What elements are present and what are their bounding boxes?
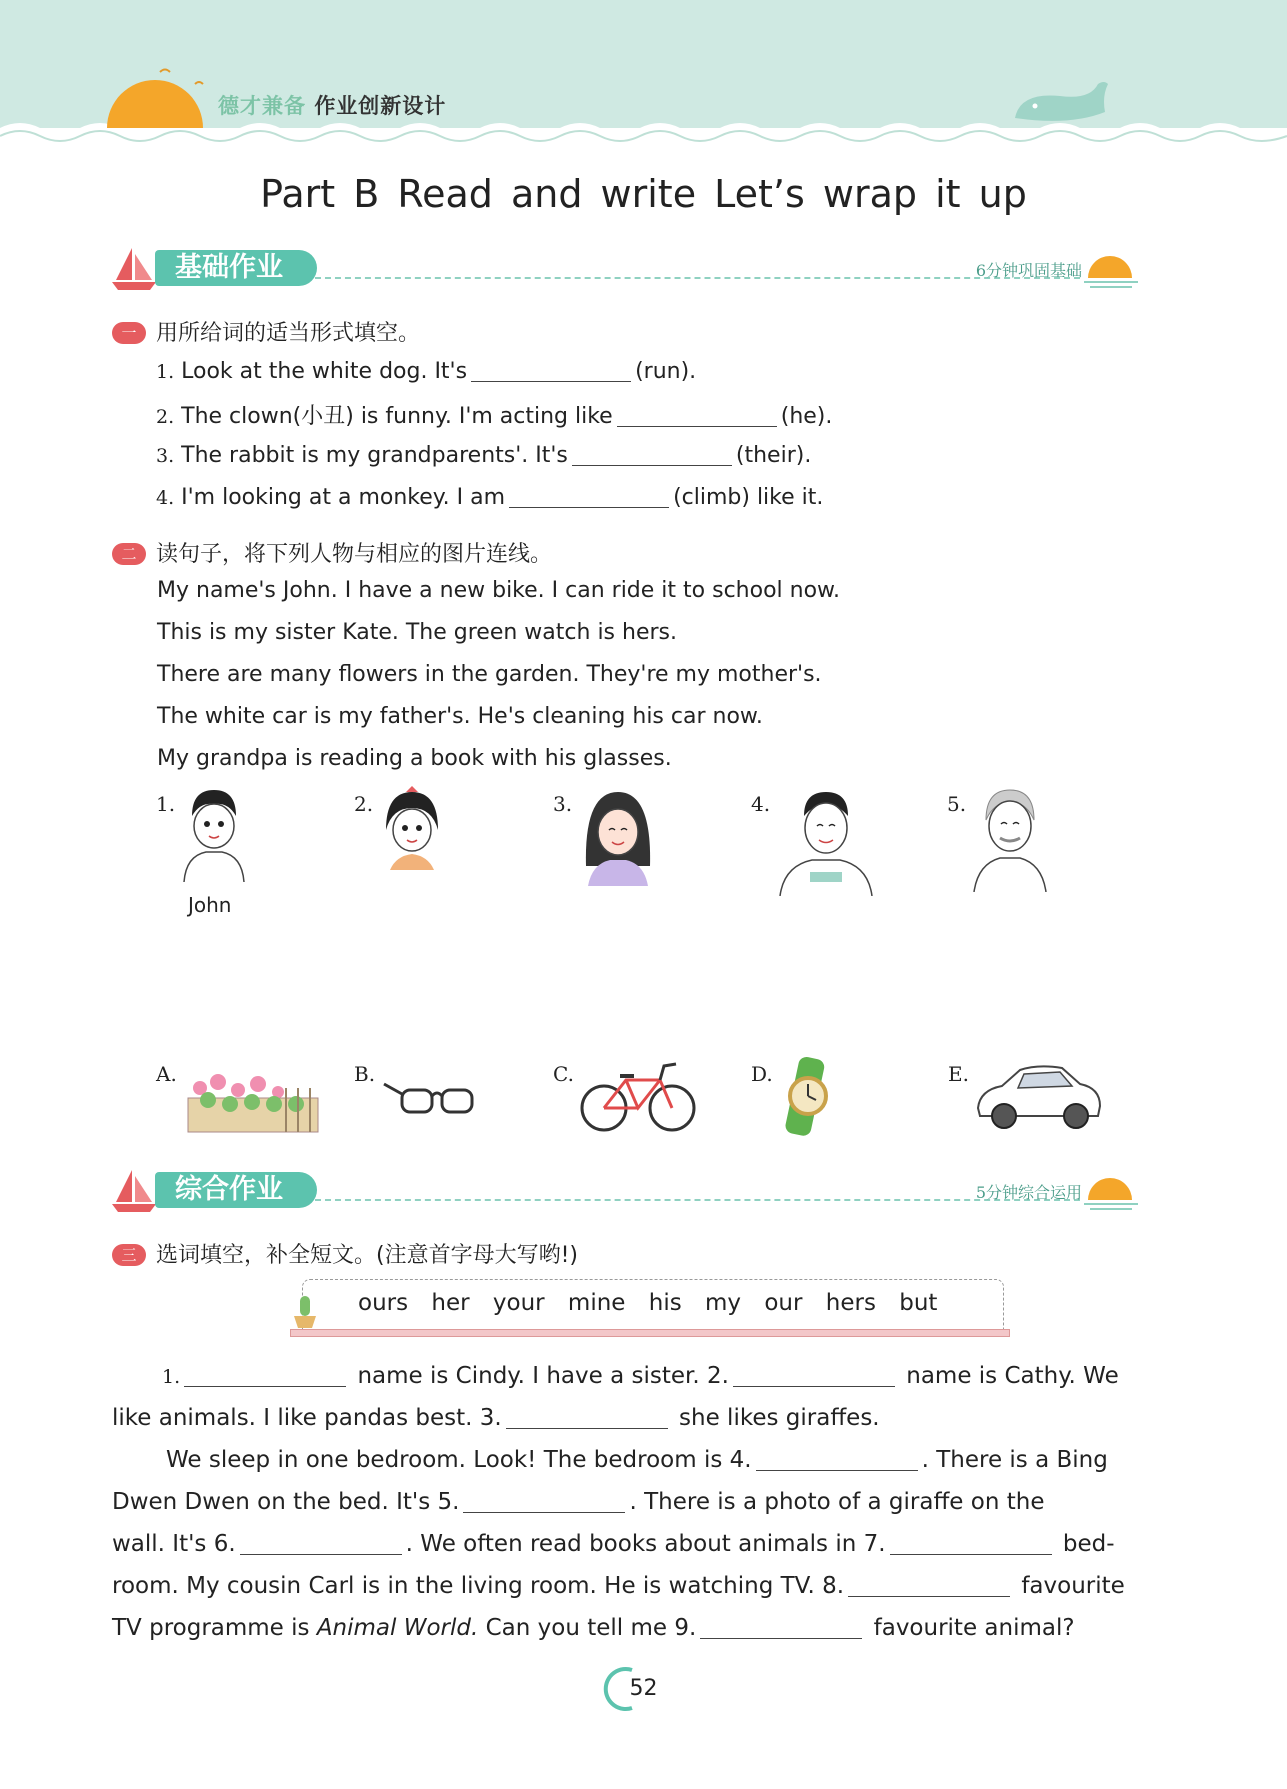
object-a-label: A. bbox=[156, 1062, 177, 1086]
white-car-icon[interactable] bbox=[972, 1062, 1106, 1134]
answer-blank[interactable] bbox=[471, 357, 631, 382]
section-basic-note: 6分钟巩固基础 bbox=[975, 261, 1082, 280]
passage-line-5: wall. It's 6. . We often read books about animals in 7. bed- bbox=[112, 1531, 1115, 1557]
page-title: Part B Read and write Let’s wrap it up bbox=[260, 172, 1027, 216]
girl-kate-icon[interactable] bbox=[376, 786, 448, 882]
section-divider bbox=[315, 277, 1080, 279]
q2-badge: 二 bbox=[112, 543, 146, 565]
q2-heading bbox=[112, 537, 552, 568]
word-bank-words: ours her your mine his my our hers but bbox=[358, 1290, 938, 1316]
glasses-icon[interactable] bbox=[380, 1078, 480, 1120]
answer-blank[interactable] bbox=[700, 1614, 862, 1639]
q1-badge: 一 bbox=[112, 322, 146, 344]
answer-blank[interactable] bbox=[848, 1572, 1010, 1597]
person-2-label: 2. bbox=[354, 792, 374, 816]
q1-instruction: 用所给词的适当形式填空。 bbox=[156, 321, 421, 346]
section-comprehensive-label: 综合作业 bbox=[155, 1172, 317, 1208]
q2-sentence-5: My grandpa is reading a book with his glasses. bbox=[157, 746, 672, 771]
passage-line-1: 1. name is Cindy. I have a sister. 2. name is Cathy. We bbox=[162, 1363, 1119, 1389]
q3-instruction: 选词填空，补全短文。(注意首字母大写哟!) bbox=[156, 1243, 578, 1268]
father-icon[interactable] bbox=[776, 786, 876, 896]
page-number: 52 bbox=[629, 1676, 658, 1701]
section-comprehensive-bar bbox=[110, 1162, 1150, 1222]
john-caption: John bbox=[188, 893, 232, 917]
person-5-label: 5. bbox=[947, 792, 967, 816]
cactus-pot-icon bbox=[290, 1292, 320, 1330]
object-e-label: E. bbox=[948, 1062, 969, 1086]
person-3-label: 3. bbox=[553, 792, 573, 816]
passage-line-3: We sleep in one bedroom. Look! The bedroom is 4. . There is a Bing bbox=[166, 1447, 1108, 1473]
section-basic-label: 基础作业 bbox=[155, 250, 317, 286]
answer-blank[interactable] bbox=[617, 402, 777, 427]
q1-item-2: 2. The clown(小丑) is funny. I'm acting like (he). bbox=[156, 404, 833, 429]
answer-blank[interactable] bbox=[463, 1488, 625, 1513]
answer-blank[interactable] bbox=[184, 1362, 346, 1387]
passage-line-4: Dwen Dwen on the bed. It's 5. . There is a photo of a giraffe on the bbox=[112, 1489, 1045, 1515]
answer-blank[interactable] bbox=[506, 1404, 668, 1429]
series-label bbox=[218, 90, 446, 120]
grandpa-icon[interactable] bbox=[970, 786, 1050, 892]
series-name-green: 德才兼备 bbox=[218, 94, 306, 118]
person-1-label: 1. bbox=[156, 792, 176, 816]
sailboat-icon bbox=[110, 244, 158, 292]
q1-heading bbox=[112, 316, 420, 347]
section-divider bbox=[315, 1199, 1080, 1201]
object-c-label: C. bbox=[553, 1062, 574, 1086]
answer-blank[interactable] bbox=[756, 1446, 918, 1471]
green-watch-icon[interactable] bbox=[778, 1056, 838, 1138]
q2-sentence-1: My name's John. I have a new bike. I can ride it to school now. bbox=[157, 578, 841, 603]
q2-sentence-4: The white car is my father's. He's cleaning his car now. bbox=[157, 704, 763, 729]
q3-heading bbox=[112, 1238, 578, 1269]
q1-item-3: 3. The rabbit is my grandparents'. It's (their). bbox=[156, 443, 812, 468]
bicycle-icon[interactable] bbox=[580, 1058, 696, 1134]
passage-line-7: TV programme is Animal World. Can you tell me 9. favourite animal? bbox=[112, 1615, 1075, 1641]
answer-blank[interactable] bbox=[733, 1362, 895, 1387]
q2-instruction: 读句子，将下列人物与相应的图片连线。 bbox=[156, 542, 553, 567]
boy-john-icon[interactable] bbox=[178, 786, 250, 882]
series-name-dark: 作业创新设计 bbox=[314, 94, 447, 118]
mother-icon[interactable] bbox=[578, 786, 658, 886]
section-comprehensive-note: 5分钟综合运用 bbox=[975, 1183, 1082, 1202]
answer-blank[interactable] bbox=[509, 483, 669, 508]
q1-item-4: 4. I'm looking at a monkey. I am (climb) like it. bbox=[156, 485, 824, 510]
word-bank-shelf bbox=[290, 1329, 1010, 1337]
q2-sentence-2: This is my sister Kate. The green watch is hers. bbox=[157, 620, 677, 645]
object-b-label: B. bbox=[354, 1062, 376, 1086]
answer-blank[interactable] bbox=[890, 1530, 1052, 1555]
answer-blank[interactable] bbox=[240, 1530, 402, 1555]
section-basic-bar bbox=[110, 240, 1150, 300]
sunset-icon bbox=[1084, 1172, 1138, 1212]
header-band bbox=[0, 0, 1287, 150]
q1-item-1: 1. Look at the white dog. It's (run). bbox=[156, 359, 697, 384]
person-4-label: 4. bbox=[751, 792, 771, 816]
answer-blank[interactable] bbox=[572, 441, 732, 466]
sailboat-icon bbox=[110, 1166, 158, 1214]
passage-line-2: like animals. I like pandas best. 3. she likes giraffes. bbox=[112, 1405, 880, 1431]
q3-badge: 三 bbox=[112, 1244, 146, 1266]
flower-garden-icon[interactable] bbox=[186, 1058, 320, 1136]
sunset-icon bbox=[1084, 250, 1138, 290]
q2-sentence-3: There are many flowers in the garden. They're my mother's. bbox=[157, 662, 822, 687]
object-d-label: D. bbox=[751, 1062, 773, 1086]
passage-line-6: room. My cousin Carl is in the living room. He is watching TV. 8. favourite bbox=[112, 1573, 1125, 1599]
